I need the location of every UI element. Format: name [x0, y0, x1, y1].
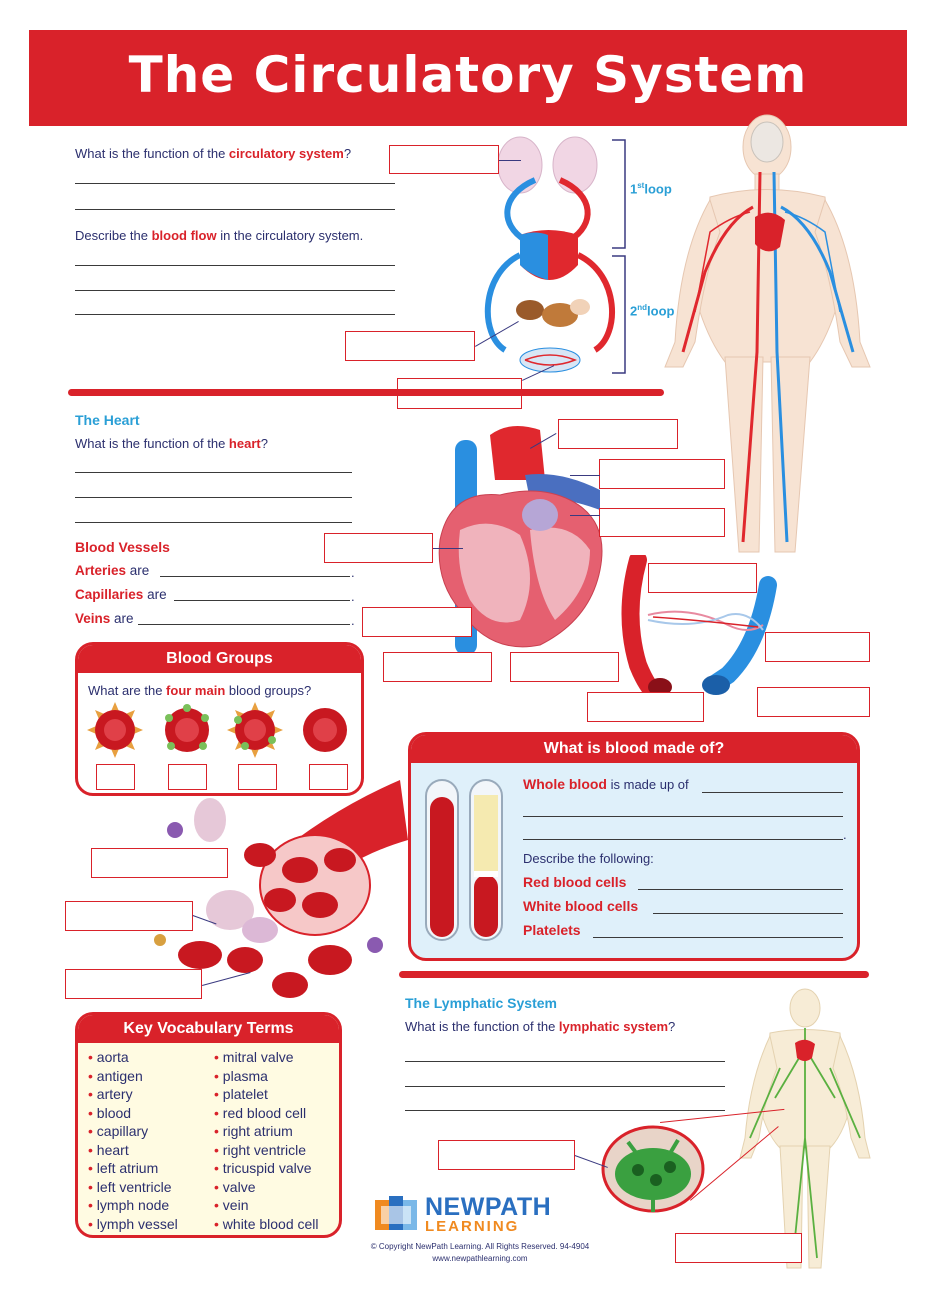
answer-line[interactable] — [653, 913, 843, 914]
label-box-aorta[interactable] — [558, 419, 678, 449]
vocab-term: • antigen — [88, 1067, 178, 1086]
answer-line[interactable] — [523, 839, 843, 840]
lymph-node-illustration — [598, 1122, 708, 1217]
answer-line[interactable] — [174, 600, 350, 601]
answer-line[interactable] — [75, 183, 395, 184]
label-box-left-ventricle[interactable] — [510, 652, 619, 682]
answer-line[interactable] — [75, 290, 395, 291]
label-box-valve[interactable] — [362, 607, 472, 637]
sentence-end: . — [351, 589, 355, 604]
vocab-term: • blood — [88, 1104, 178, 1123]
vocab-term: • left ventricle — [88, 1178, 178, 1197]
arteries-question: Arteries are — [75, 563, 150, 578]
answer-line[interactable] — [638, 889, 843, 890]
answer-line[interactable] — [75, 265, 395, 266]
blood-groups-heading: Blood Groups — [78, 645, 361, 673]
heart-heading: The Heart — [75, 412, 140, 428]
leader-line — [570, 515, 600, 516]
label-box-right-ventricle[interactable] — [383, 652, 492, 682]
answer-line[interactable] — [593, 937, 843, 938]
vocab-term: • right ventricle — [214, 1141, 319, 1160]
vocabulary-heading: Key Vocabulary Terms — [78, 1015, 339, 1043]
answer-line[interactable] — [405, 1061, 725, 1062]
vocab-term: • red blood cell — [214, 1104, 319, 1123]
answer-line[interactable] — [405, 1086, 725, 1087]
label-box-body-organs[interactable] — [345, 331, 475, 361]
blood-vessels-heading: Blood Vessels — [75, 539, 170, 555]
label-box-vein-lower[interactable] — [757, 687, 870, 717]
sentence-end: . — [843, 827, 847, 842]
vocab-term: • platelet — [214, 1085, 319, 1104]
answer-line[interactable] — [75, 522, 352, 523]
white-blood-cells-label: White blood cells — [523, 898, 639, 914]
label-box-lymph-node[interactable] — [438, 1140, 575, 1170]
vocab-term: • mitral valve — [214, 1048, 319, 1067]
learning-logo-text: LEARNING — [425, 1218, 520, 1235]
label-box-left-atrium[interactable] — [599, 508, 725, 537]
question-blood-groups: What are the four main blood groups? — [88, 683, 312, 698]
website-url: www.newpathlearning.com — [432, 1254, 528, 1263]
vocab-term: • heart — [88, 1141, 178, 1160]
question-lymphatic-function: What is the function of the lymphatic system? — [405, 1019, 676, 1034]
answer-line[interactable] — [405, 1110, 725, 1111]
vocab-term: • white blood cell — [214, 1215, 319, 1234]
leader-line — [499, 160, 521, 161]
answer-line[interactable] — [160, 576, 350, 577]
label-box-pulmonary-artery[interactable] — [599, 459, 725, 489]
vocab-term: • right atrium — [214, 1122, 319, 1141]
label-box-right-atrium[interactable] — [324, 533, 433, 563]
vocab-term: • artery — [88, 1085, 178, 1104]
first-loop-label: 1stloop — [630, 181, 672, 197]
label-box-vein[interactable] — [765, 632, 870, 662]
blood-composition-heading: What is blood made of? — [411, 735, 857, 763]
vocabulary-panel — [75, 1012, 342, 1238]
vocab-term: • plasma — [214, 1067, 319, 1086]
label-box-red-blood-cell[interactable] — [65, 969, 202, 999]
newpath-logo-text: NEWPATH — [425, 1193, 552, 1221]
loop-brackets — [610, 138, 630, 378]
blood-type-cells — [85, 700, 355, 760]
answer-line[interactable] — [75, 472, 352, 473]
veins-question: Veins are — [75, 611, 134, 626]
copyright-text: © Copyright NewPath Learning. All Rights Reserved. 94-4904 — [370, 1242, 590, 1251]
label-box-platelet[interactable] — [65, 901, 193, 931]
leader-line — [433, 548, 463, 549]
question-blood-flow: Describe the blood flow in the circulatory system. — [75, 228, 364, 243]
vocab-term: • capillary — [88, 1122, 178, 1141]
red-blood-cells-label: Red blood cells — [523, 874, 627, 890]
answer-line[interactable] — [138, 624, 350, 625]
label-box-capillary[interactable] — [648, 563, 757, 593]
vocabulary-column-1 — [88, 1048, 178, 1233]
human-circulatory-figure — [655, 112, 880, 572]
vocab-term: • valve — [214, 1178, 319, 1197]
answer-line[interactable] — [75, 209, 395, 210]
vocab-term: • vein — [214, 1196, 319, 1215]
whole-blood-question: Whole blood is made up of — [523, 776, 689, 792]
section-divider — [399, 971, 869, 978]
sentence-end: . — [351, 613, 355, 628]
answer-line[interactable] — [702, 792, 843, 793]
page-title: The Circulatory System — [128, 46, 808, 104]
answer-line[interactable] — [75, 314, 395, 315]
label-box-artery[interactable] — [587, 692, 704, 722]
section-divider — [68, 389, 664, 396]
leader-line — [570, 475, 600, 476]
vocab-term: • lymph node — [88, 1196, 178, 1215]
answer-line[interactable] — [75, 497, 352, 498]
label-box-lymph-vessel[interactable] — [675, 1233, 802, 1263]
question-circulatory-function: What is the function of the circulatory system? — [75, 146, 352, 161]
vocab-term: • left atrium — [88, 1159, 178, 1178]
platelets-label: Platelets — [523, 922, 581, 938]
vocab-term: • lymph vessel — [88, 1215, 178, 1234]
test-tubes — [418, 775, 513, 945]
question-heart-function: What is the function of the heart? — [75, 436, 268, 451]
blood-group-answer-box[interactable] — [96, 764, 135, 790]
second-loop-label: 2ndloop — [630, 303, 675, 319]
lymphatic-heading: The Lymphatic System — [405, 995, 557, 1011]
answer-line[interactable] — [523, 816, 843, 817]
vocabulary-column-2 — [214, 1048, 319, 1233]
newpath-logo-icon — [373, 1194, 421, 1234]
vocab-term: • tricuspid valve — [214, 1159, 319, 1178]
label-box-white-blood-cell[interactable] — [91, 848, 228, 878]
sentence-end: . — [351, 565, 355, 580]
circulation-loop-diagram — [480, 135, 630, 385]
vocab-term: • aorta — [88, 1048, 178, 1067]
capillaries-question: Capillaries are — [75, 587, 167, 602]
describe-prompt: Describe the following: — [523, 851, 654, 866]
label-box-lungs[interactable] — [389, 145, 499, 174]
